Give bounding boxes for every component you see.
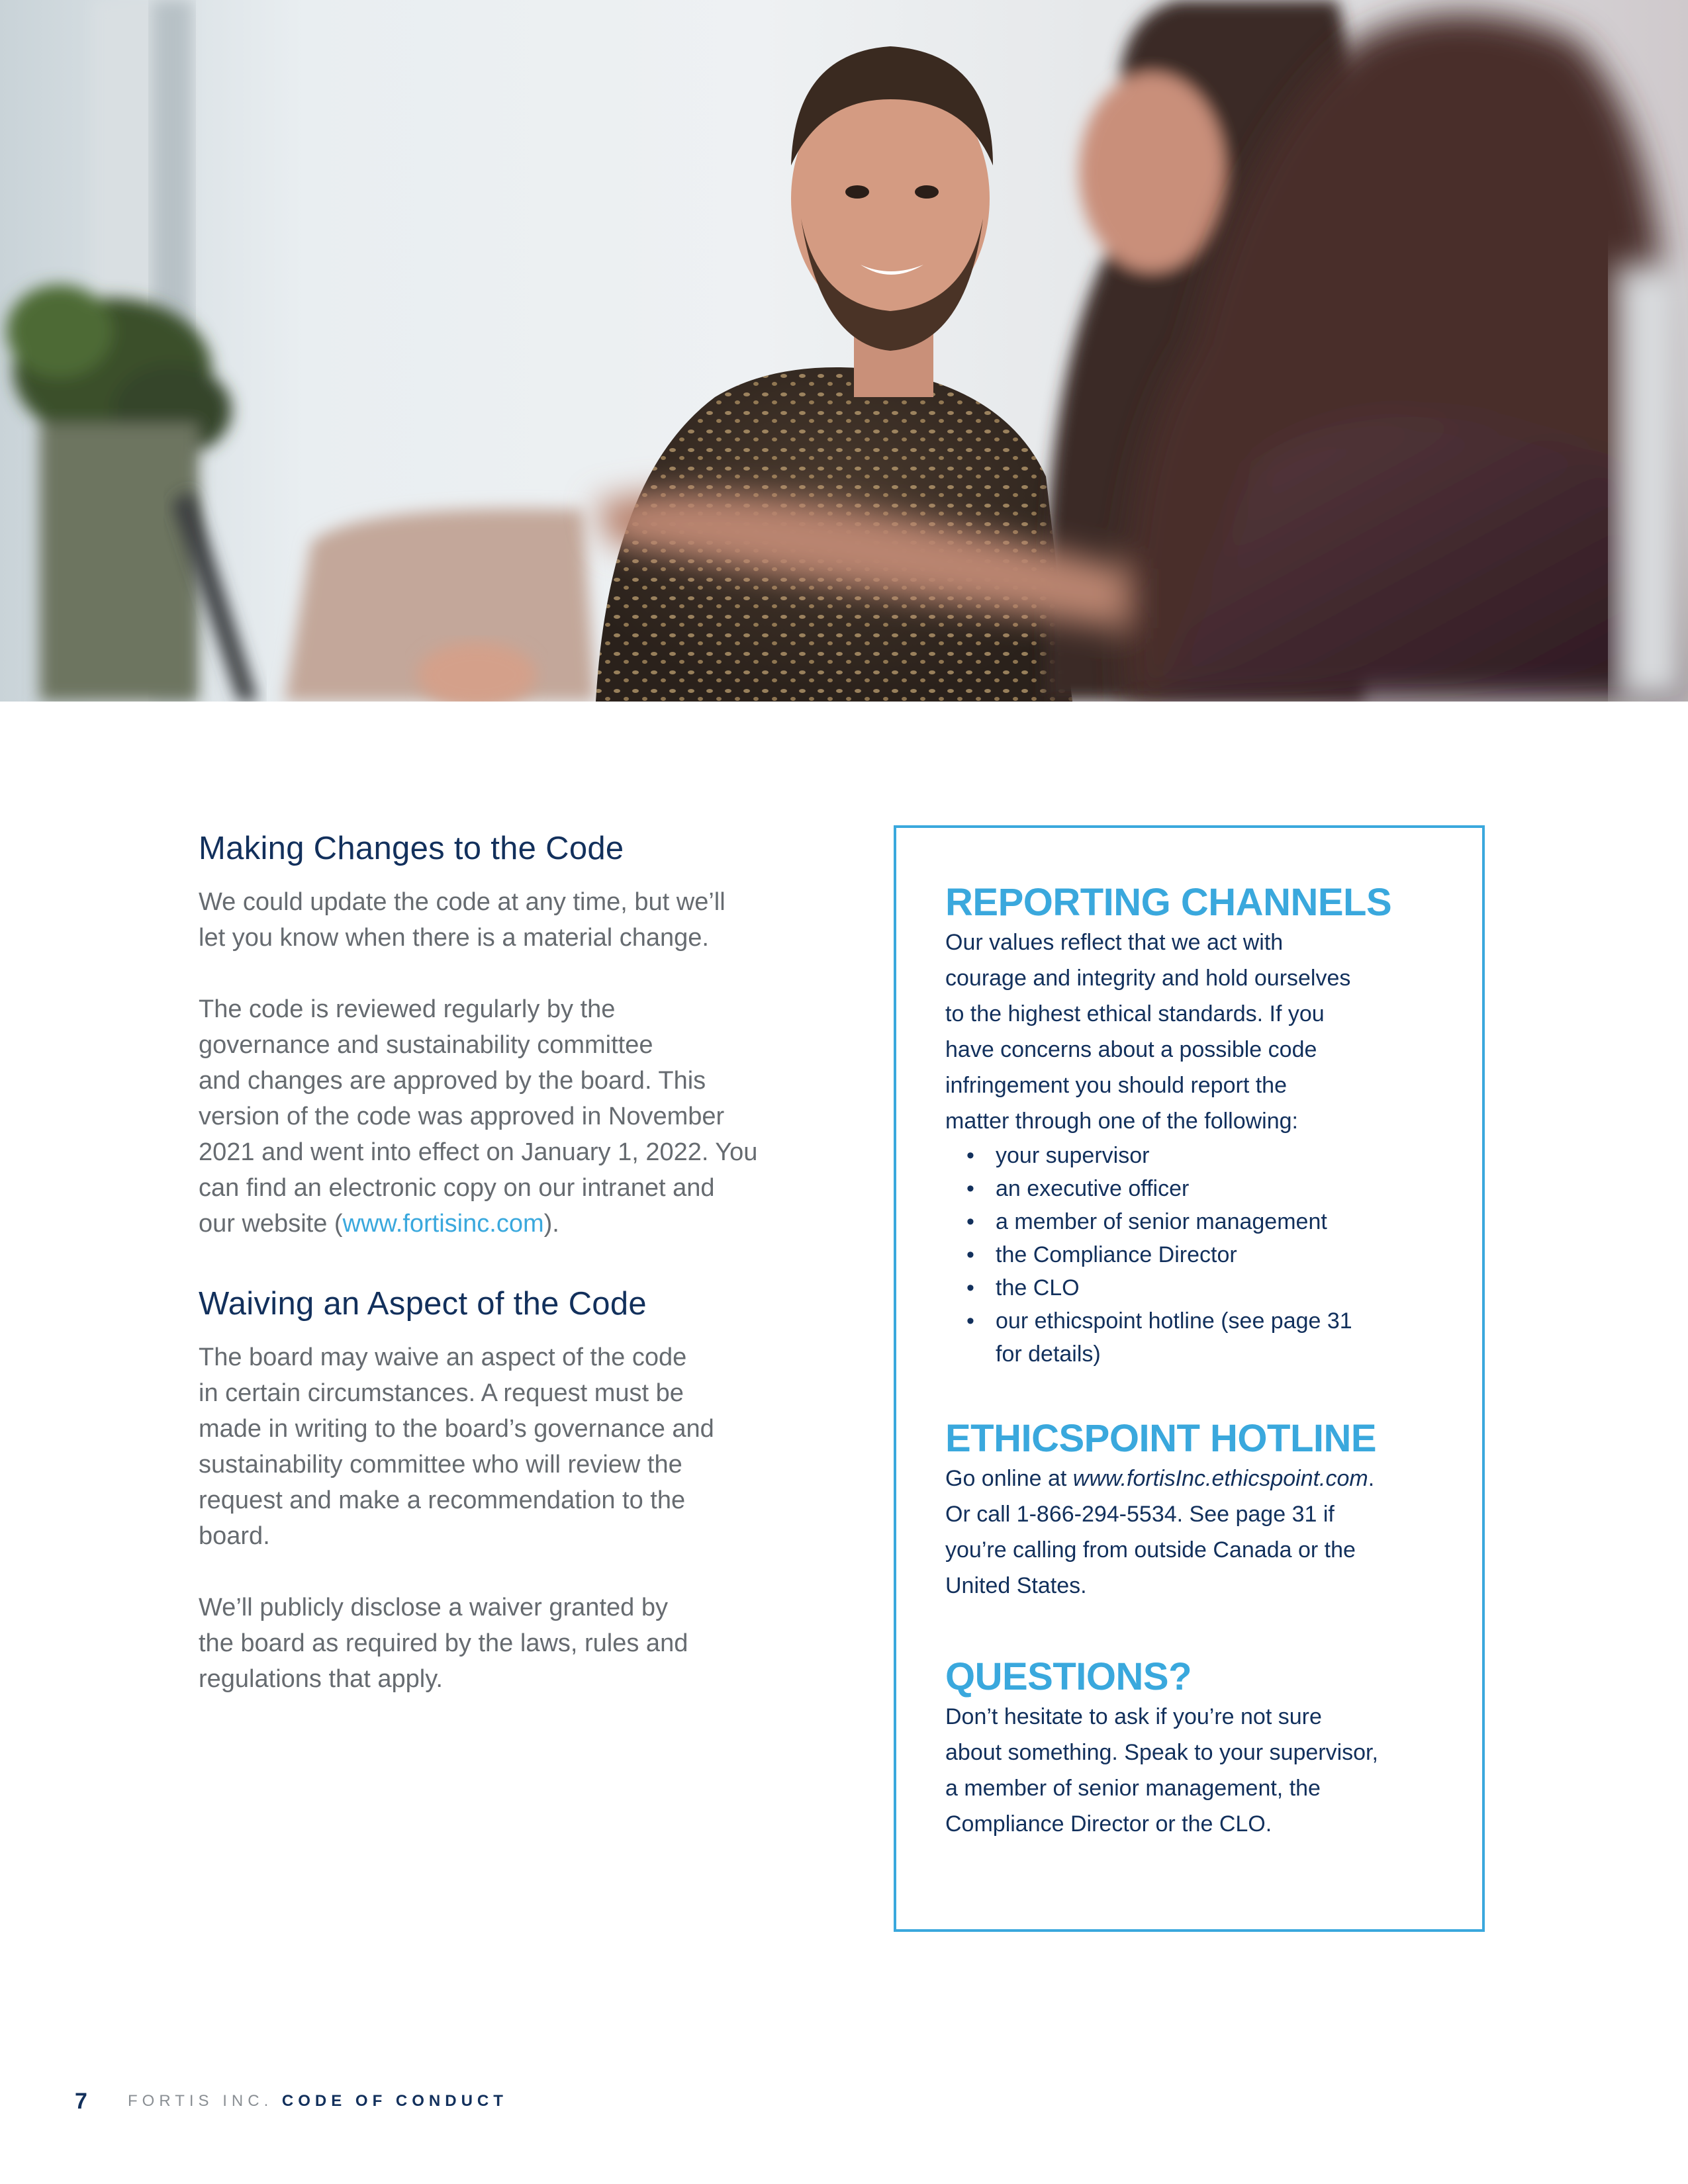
- bullet-icon: •: [966, 1242, 974, 1267]
- list-item-text: a member of senior management: [996, 1209, 1327, 1234]
- paragraph-line: [199, 1206, 794, 1242]
- paragraph-line: made in writing to the board’s governance and: [199, 1415, 714, 1443]
- text-fragment: Go online at: [945, 1466, 1073, 1491]
- paragraph-line: [945, 1461, 1448, 1496]
- bullet-icon: •: [966, 1143, 974, 1168]
- list-item-text: the CLO: [996, 1275, 1080, 1300]
- reporting-channels-heading: REPORTING CHANNELS: [945, 881, 1392, 924]
- paragraph-line: courage and integrity and hold ourselves: [945, 966, 1351, 991]
- paragraph-line: matter through one of the following:: [945, 1109, 1298, 1134]
- list-item: [966, 1139, 1448, 1172]
- list-item-text: the Compliance Director: [996, 1242, 1237, 1267]
- list-item-text: for details): [996, 1342, 1101, 1367]
- bullet-icon: •: [966, 1275, 974, 1300]
- page-number: 7: [75, 2088, 87, 2114]
- company-name: FORTIS INC.: [128, 2092, 273, 2110]
- paragraph-line: sustainability committee who will review the: [199, 1451, 682, 1479]
- reporting-sidebar-box: [894, 825, 1485, 1932]
- paragraph-line: version of the code was approved in November: [199, 1103, 725, 1130]
- paragraph-line: Our values reflect that we act with: [945, 930, 1284, 955]
- list-item: [966, 1271, 1448, 1304]
- paragraph-line: board.: [199, 1522, 270, 1550]
- website-link[interactable]: www.fortisinc.com: [342, 1210, 544, 1238]
- reporting-channels-list: [945, 1139, 1448, 1371]
- paragraph-line: governance and sustainability committee: [199, 1031, 653, 1059]
- list-item-text: an executive officer: [996, 1176, 1190, 1201]
- paragraph-line: The board may waive an aspect of the code: [199, 1343, 687, 1371]
- left-column: [199, 827, 794, 1697]
- bullet-icon: •: [966, 1209, 974, 1234]
- paragraph-line: let you know when there is a material change.: [199, 924, 709, 952]
- hero-photo-illustration: [0, 0, 1688, 702]
- text-fragment: .: [1368, 1466, 1375, 1491]
- paragraph-line: to the highest ethical standards. If you: [945, 1001, 1325, 1026]
- paragraph-line: 2021 and went into effect on January 1, 2022. You: [199, 1138, 758, 1166]
- paragraph-line: about something. Speak to your supervisor,: [945, 1740, 1378, 1765]
- list-item: [966, 1172, 1448, 1205]
- list-item: [966, 1238, 1448, 1271]
- list-item: [966, 1205, 1448, 1238]
- paragraph-line: in certain circumstances. A request must be: [199, 1379, 684, 1407]
- paragraph-line: regulations that apply.: [199, 1665, 443, 1693]
- list-item-text: your supervisor: [996, 1143, 1150, 1168]
- paragraph-line: you’re calling from outside Canada or the: [945, 1537, 1356, 1563]
- footer-text: [128, 2092, 508, 2111]
- sidebar-content: [945, 881, 1448, 1842]
- ethicspoint-hotline-heading: ETHICSPOINT HOTLINE: [945, 1417, 1377, 1460]
- paragraph-line: United States.: [945, 1573, 1087, 1598]
- text-fragment: our website (: [199, 1210, 343, 1238]
- hotline-url-link[interactable]: www.fortisInc.ethicspoint.com: [1072, 1466, 1368, 1491]
- paragraph-line: Compliance Director or the CLO.: [945, 1811, 1272, 1837]
- paragraph-line: can find an electronic copy on our intranet and: [199, 1174, 715, 1202]
- paragraph-line: Don’t hesitate to ask if you’re not sure: [945, 1704, 1322, 1729]
- section-title-making-changes: Making Changes to the Code: [199, 831, 624, 866]
- list-item-continuation: [966, 1338, 1448, 1371]
- paragraph-line: Or call 1-866-294-5534. See page 31 if: [945, 1502, 1335, 1527]
- hero-photo: [0, 0, 1688, 702]
- paragraph-line: have concerns about a possible code: [945, 1037, 1317, 1062]
- paragraph-line: The code is reviewed regularly by the: [199, 995, 616, 1023]
- section-title-waiving: Waiving an Aspect of the Code: [199, 1286, 647, 1322]
- paragraph-line: the board as required by the laws, rules and: [199, 1629, 688, 1657]
- document-title: CODE OF CONDUCT: [281, 2092, 508, 2110]
- paragraph-line: We’ll publicly disclose a waiver granted by: [199, 1594, 668, 1621]
- paragraph-line: and changes are approved by the board. This: [199, 1067, 706, 1095]
- paragraph-line: infringement you should report the: [945, 1073, 1287, 1098]
- list-item-text: our ethicspoint hotline (see page 31: [996, 1308, 1352, 1334]
- paragraph-line: We could update the code at any time, but we’ll: [199, 888, 726, 916]
- list-item: [966, 1304, 1448, 1338]
- paragraph-line: a member of senior management, the: [945, 1776, 1321, 1801]
- paragraph-line: request and make a recommendation to the: [199, 1486, 686, 1514]
- text-fragment: ).: [543, 1210, 559, 1238]
- page-footer: [75, 2085, 508, 2118]
- bullet-icon: •: [966, 1308, 974, 1334]
- bullet-icon: •: [966, 1176, 974, 1201]
- questions-heading: QUESTIONS?: [945, 1655, 1192, 1698]
